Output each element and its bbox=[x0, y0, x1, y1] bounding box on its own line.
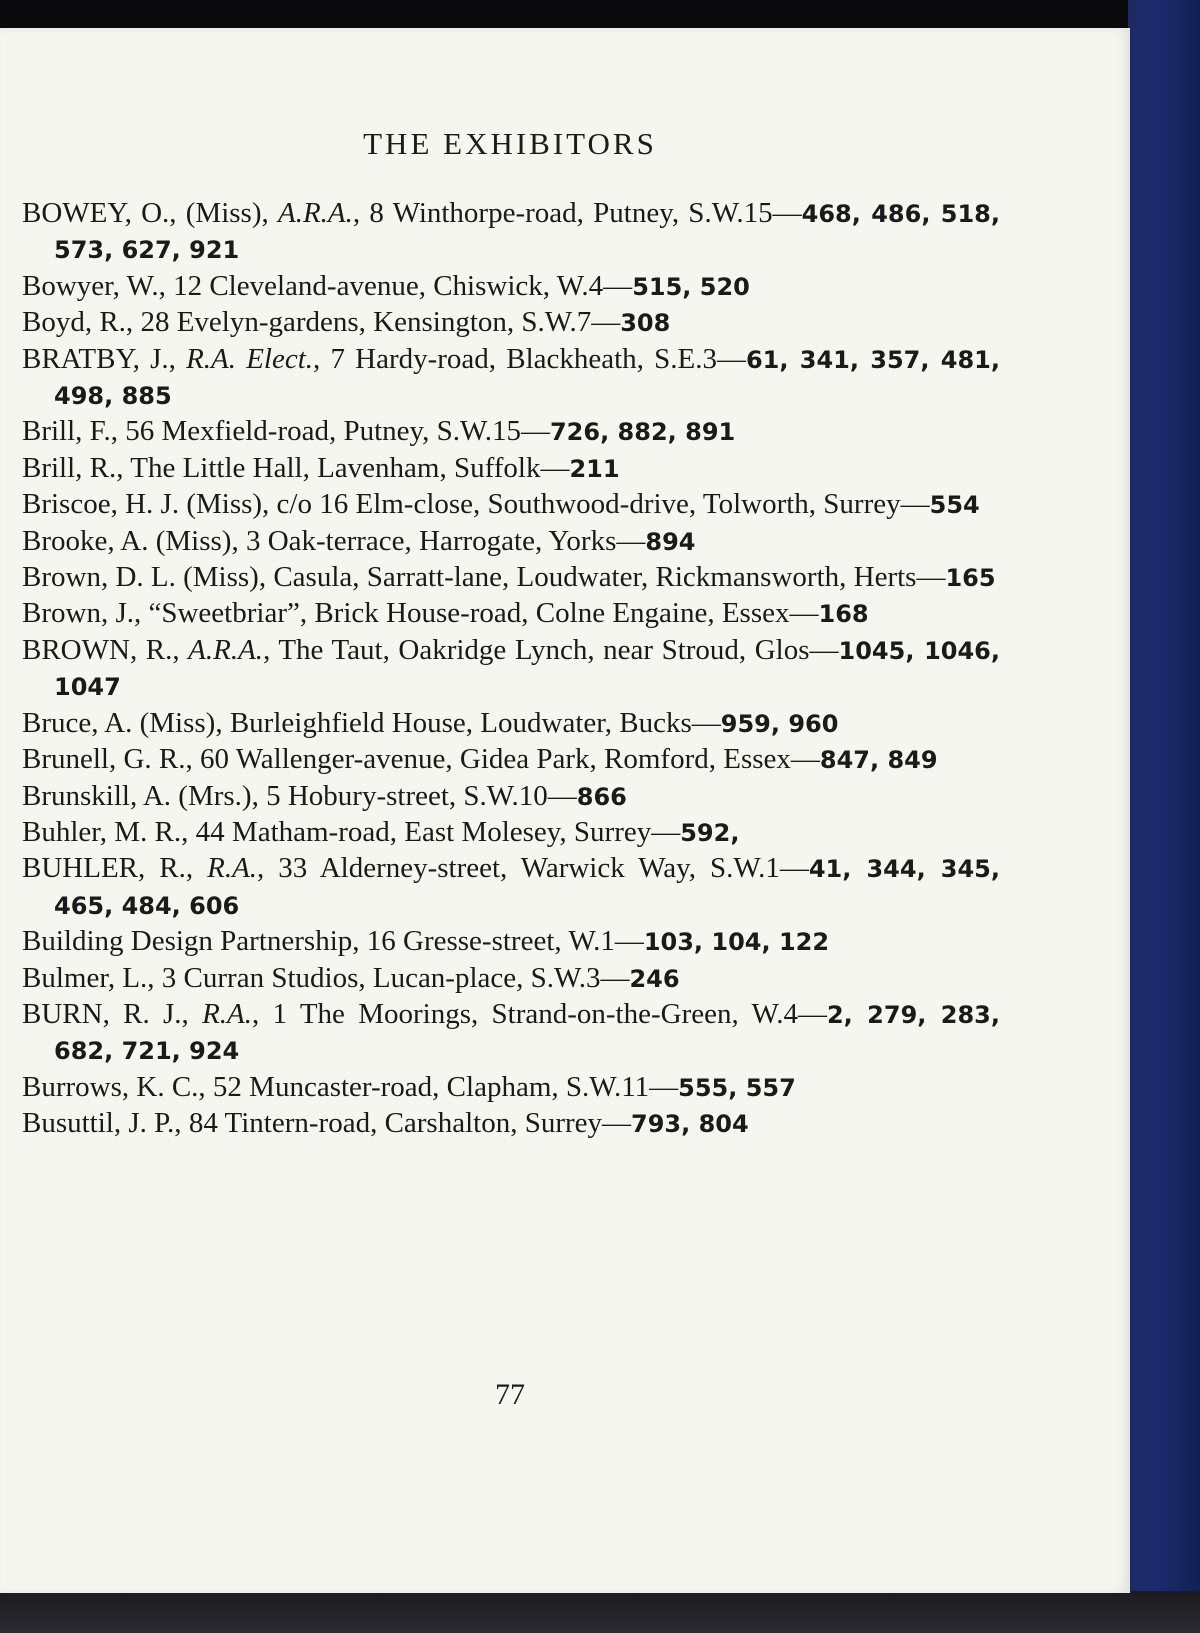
exhibitor-name: Brooke, A. (Miss), bbox=[22, 524, 246, 557]
exhibitor-address: 12 Cleveland-avenue, Chiswick, W.4— bbox=[173, 269, 633, 302]
exhibitor-entry bbox=[22, 851, 1000, 924]
exhibitor-name: Boyd, R., bbox=[22, 306, 141, 339]
exhibitor-title: R.A. Elect. bbox=[186, 342, 314, 375]
binding-bottom-edge bbox=[0, 1591, 1200, 1633]
exhibitor-address: 28 Evelyn-gardens, Kensington, S.W.7— bbox=[140, 306, 621, 339]
catalogue-numbers: 1045, 1046, 1047 bbox=[54, 636, 1001, 702]
book-page bbox=[0, 28, 1130, 1593]
catalogue-numbers: 793, 804 bbox=[631, 1110, 749, 1139]
exhibitor-entry bbox=[22, 414, 1000, 450]
exhibitor-name: Bowyer, W., bbox=[22, 269, 174, 302]
exhibitor-name: BURN, R. J., bbox=[22, 997, 203, 1030]
catalogue-numbers: 468, 486, 518, 573, 627, 921 bbox=[54, 200, 1001, 265]
exhibitor-list bbox=[22, 196, 1000, 1143]
catalogue-numbers: 41, 344, 345, 465, 484, 606 bbox=[54, 855, 1001, 920]
exhibitor-address: 5 Hobury-street, S.W.10— bbox=[266, 779, 577, 812]
exhibitor-address: The Little Hall, Lavenham, Suffolk— bbox=[130, 451, 570, 484]
catalogue-numbers: 61, 341, 357, 481, 498, 885 bbox=[54, 345, 1000, 411]
exhibitor-name: Briscoe, H. J. (Miss), bbox=[22, 488, 277, 521]
exhibitor-name: Busuttil, J. P., bbox=[22, 1107, 189, 1140]
exhibitor-entry bbox=[22, 815, 1000, 851]
exhibitor-entry bbox=[22, 342, 1000, 415]
exhibitor-address: 60 Wallenger-avenue, Gidea Park, Romford, Essex— bbox=[200, 743, 820, 776]
catalogue-numbers: 211 bbox=[569, 454, 620, 483]
exhibitor-entry bbox=[22, 560, 1000, 596]
catalogue-numbers: 168 bbox=[818, 600, 869, 629]
exhibitor-entry bbox=[22, 451, 1000, 487]
catalogue-numbers: 554 bbox=[929, 491, 980, 520]
exhibitor-name: Brill, R., bbox=[22, 451, 131, 484]
exhibitor-name: Brown, D. L. (Miss), bbox=[22, 561, 274, 594]
exhibitor-address: , The Taut, Oakridge Lynch, near Stroud, Glos— bbox=[263, 633, 839, 666]
exhibitor-name: Buhler, M. R., bbox=[22, 815, 196, 848]
exhibitor-name: Burrows, K. C., bbox=[22, 1070, 213, 1103]
exhibitor-name: Building Design Partnership, bbox=[22, 925, 367, 958]
exhibitor-address: 3 Oak-terrace, Harrogate, Yorks— bbox=[245, 524, 646, 557]
exhibitor-entry bbox=[22, 997, 1000, 1070]
exhibitor-title: R.A. bbox=[207, 852, 258, 885]
exhibitor-address: 84 Tintern-road, Carshalton, Surrey— bbox=[188, 1107, 632, 1140]
binding-cloth-edge bbox=[1128, 0, 1200, 1633]
catalogue-numbers: 2, 279, 283, 682, 721, 924 bbox=[54, 1000, 1000, 1066]
exhibitor-entry bbox=[22, 305, 1000, 341]
exhibitor-name: Brunskill, A. (Mrs.), bbox=[22, 779, 267, 812]
catalogue-numbers: 959, 960 bbox=[720, 709, 839, 738]
running-head: THE EXHIBITORS bbox=[363, 126, 657, 161]
exhibitor-title: A.R.A. bbox=[277, 197, 353, 229]
catalogue-numbers: 866 bbox=[576, 782, 627, 811]
catalogue-numbers: 308 bbox=[620, 309, 671, 338]
exhibitor-entry bbox=[22, 1070, 1000, 1106]
exhibitor-address: Casula, Sarratt-lane, Loudwater, Rickmansworth, Herts— bbox=[273, 561, 946, 594]
exhibitor-address: Burleighfield House, Loudwater, Bucks— bbox=[229, 706, 721, 739]
exhibitor-entry bbox=[22, 1106, 1000, 1142]
exhibitor-address: , 33 Alderney-street, Warwick Way, S.W.1— bbox=[257, 852, 809, 885]
exhibitor-address: , 8 Winthorpe-road, Putney, S.W.15— bbox=[352, 197, 802, 229]
exhibitor-name: BUHLER, R., bbox=[22, 852, 208, 885]
exhibitor-entry bbox=[22, 742, 1000, 778]
exhibitor-entry bbox=[22, 706, 1000, 742]
exhibitor-address: 44 Matham-road, East Molesey, Surrey— bbox=[195, 815, 681, 848]
binding-top-edge bbox=[0, 0, 1200, 30]
exhibitor-entry bbox=[22, 961, 1000, 997]
exhibitor-name: Brill, F., bbox=[22, 415, 126, 448]
exhibitor-entry bbox=[22, 924, 1000, 960]
exhibitor-address: , 1 The Moorings, Strand-on-the-Green, W.4— bbox=[252, 997, 827, 1030]
catalogue-numbers: 515, 520 bbox=[632, 272, 750, 301]
exhibitor-address: c/o 16 Elm-close, Southwood-drive, Tolworth, Surrey— bbox=[276, 488, 930, 521]
exhibitor-entry bbox=[22, 596, 1000, 632]
exhibitor-name: BOWEY, O., (Miss), bbox=[22, 197, 278, 229]
catalogue-numbers: 894 bbox=[645, 527, 696, 556]
catalogue-numbers: 555, 557 bbox=[678, 1073, 796, 1102]
exhibitor-name: Bruce, A. (Miss), bbox=[22, 706, 230, 739]
catalogue-numbers: 592, bbox=[680, 818, 740, 847]
catalogue-numbers: 726, 882, 891 bbox=[549, 418, 736, 447]
catalogue-numbers: 847, 849 bbox=[819, 746, 938, 775]
exhibitor-entry bbox=[22, 487, 1000, 523]
exhibitor-name: BRATBY, J., bbox=[22, 342, 187, 375]
exhibitor-address: 56 Mexfield-road, Putney, S.W.15— bbox=[125, 415, 550, 448]
exhibitor-entry bbox=[22, 269, 1000, 305]
exhibitor-address: , 7 Hardy-road, Blackheath, S.E.3— bbox=[313, 342, 746, 375]
exhibitor-name: Bulmer, L., bbox=[22, 961, 162, 994]
exhibitor-name: Brown, J., bbox=[22, 597, 149, 630]
exhibitor-address: 52 Muncaster-road, Clapham, S.W.11— bbox=[212, 1070, 679, 1103]
catalogue-numbers: 103, 104, 122 bbox=[643, 928, 830, 957]
exhibitor-address: “Sweetbriar”, Brick House-road, Colne Engaine, Essex— bbox=[148, 597, 819, 630]
catalogue-numbers: 246 bbox=[629, 964, 680, 993]
exhibitor-entry bbox=[22, 196, 1000, 269]
exhibitor-address: 3 Curran Studios, Lucan-place, S.W.3— bbox=[161, 961, 630, 994]
catalogue-numbers: 165 bbox=[945, 564, 996, 593]
page-number: 77 bbox=[495, 1378, 525, 1411]
exhibitor-name: Brunell, G. R., bbox=[22, 743, 201, 776]
exhibitor-entry bbox=[22, 633, 1000, 706]
exhibitor-title: A.R.A. bbox=[188, 633, 264, 666]
exhibitor-address: 16 Gresse-street, W.1— bbox=[366, 925, 644, 958]
exhibitor-title: R.A. bbox=[202, 997, 253, 1030]
exhibitor-entry bbox=[22, 779, 1000, 815]
exhibitor-name: BROWN, R., bbox=[22, 633, 189, 666]
exhibitor-entry bbox=[22, 524, 1000, 560]
